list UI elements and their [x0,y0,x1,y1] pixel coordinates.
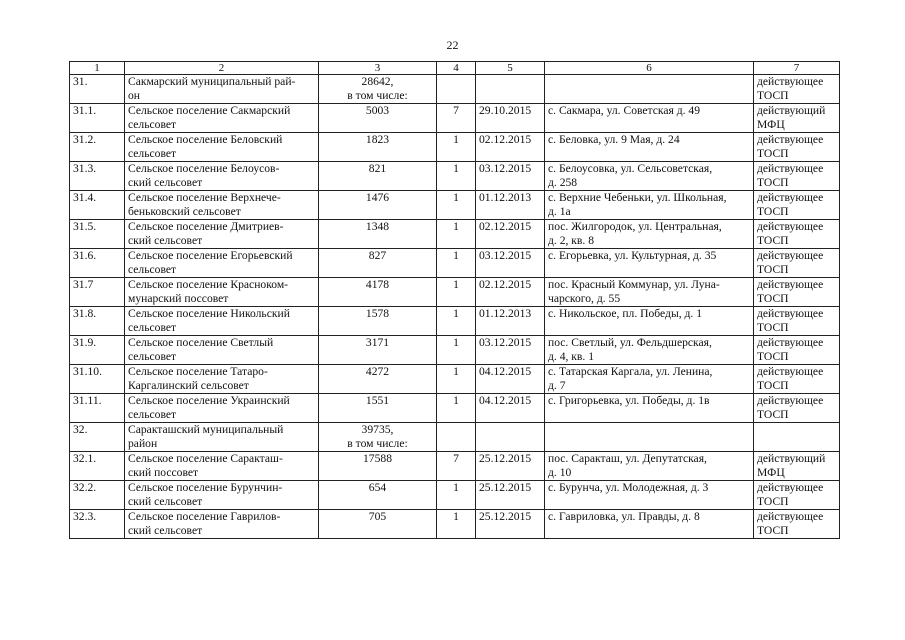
row-number-cell: 31.5. [70,220,125,249]
opening-date-cell [476,423,545,452]
status-cell: действующее ТОСП [754,278,840,307]
opening-date-cell: 02.12.2015 [476,278,545,307]
settlement-name-cell: Сельское поселение Никольский сельсовет [125,307,319,336]
settlement-name-cell: Сельское поселение Егорьевский сельсовет [125,249,319,278]
table-row [70,191,840,220]
settlement-name-cell: Сельское поселение Гаврилов- ский сельсовет [125,510,319,539]
address-cell: пос. Светлый, ул. Фельдшерская, д. 4, кв. 1 [545,336,754,365]
column-header-5: 5 [476,62,545,75]
windows-count-cell: 1 [437,220,476,249]
column-header-4: 4 [437,62,476,75]
status-cell: действующий МФЦ [754,452,840,481]
status-cell: действующее ТОСП [754,394,840,423]
row-number-cell: 32.3. [70,510,125,539]
windows-count-cell: 7 [437,452,476,481]
address-cell: с. Никольское, пл. Победы, д. 1 [545,307,754,336]
status-cell: действующее ТОСП [754,307,840,336]
status-cell: действующий МФЦ [754,104,840,133]
row-number-cell: 31.10. [70,365,125,394]
row-number-cell: 31.6. [70,249,125,278]
column-header-2: 2 [125,62,319,75]
opening-date-cell: 25.12.2015 [476,510,545,539]
address-cell: пос. Красный Коммунар, ул. Луна- чарского, д. 55 [545,278,754,307]
population-cell: 821 [319,162,437,191]
population-cell: 827 [319,249,437,278]
population-cell: 4178 [319,278,437,307]
population-cell: 39735, в том числе: [319,423,437,452]
settlement-name-cell: Сельское поселение Беловский сельсовет [125,133,319,162]
table-row [70,75,840,104]
status-cell: действующее ТОСП [754,336,840,365]
row-number-cell: 31.7 [70,278,125,307]
windows-count-cell: 1 [437,336,476,365]
table-row [70,481,840,510]
row-number-cell: 31.1. [70,104,125,133]
table-row [70,452,840,481]
windows-count-cell: 1 [437,510,476,539]
table-body [70,75,840,539]
windows-count-cell: 1 [437,394,476,423]
opening-date-cell: 04.12.2015 [476,365,545,394]
table-row [70,104,840,133]
address-cell: с. Белоусовка, ул. Сельсоветская, д. 258 [545,162,754,191]
population-cell: 654 [319,481,437,510]
opening-date-cell: 03.12.2015 [476,336,545,365]
opening-date-cell: 01.12.2013 [476,191,545,220]
opening-date-cell: 03.12.2015 [476,249,545,278]
table-row [70,249,840,278]
windows-count-cell: 1 [437,249,476,278]
address-cell: с. Верхние Чебеньки, ул. Школьная, д. 1а [545,191,754,220]
row-number-cell: 31.9. [70,336,125,365]
population-cell: 28642, в том числе: [319,75,437,104]
address-cell: с. Сакмара, ул. Советская д. 49 [545,104,754,133]
opening-date-cell: 01.12.2013 [476,307,545,336]
opening-date-cell: 02.12.2015 [476,220,545,249]
column-header-1: 1 [70,62,125,75]
windows-count-cell: 1 [437,307,476,336]
table-row [70,423,840,452]
population-cell: 1578 [319,307,437,336]
column-header-6: 6 [545,62,754,75]
table-row [70,336,840,365]
address-cell: с. Григорьевка, ул. Победы, д. 1в [545,394,754,423]
population-cell: 1348 [319,220,437,249]
address-cell: пос. Жилгородок, ул. Центральная, д. 2, кв. 8 [545,220,754,249]
status-cell [754,423,840,452]
opening-date-cell: 29.10.2015 [476,104,545,133]
table-row [70,365,840,394]
windows-count-cell: 1 [437,162,476,191]
windows-count-cell: 1 [437,133,476,162]
status-cell: действующее ТОСП [754,481,840,510]
settlement-name-cell: Сельское поселение Сакмарский сельсовет [125,104,319,133]
address-cell: с. Бурунча, ул. Молодежная, д. 3 [545,481,754,510]
row-number-cell: 31.3. [70,162,125,191]
settlement-name-cell: Сельское поселение Белоусов- ский сельсовет [125,162,319,191]
table-row [70,394,840,423]
address-cell: с. Гавриловка, ул. Правды, д. 8 [545,510,754,539]
address-cell: с. Беловка, ул. 9 Мая, д. 24 [545,133,754,162]
settlement-name-cell: Сельское поселение Светлый сельсовет [125,336,319,365]
population-cell: 5003 [319,104,437,133]
settlement-name-cell: Сельское поселение Дмитриев- ский сельсовет [125,220,319,249]
windows-count-cell: 1 [437,365,476,394]
table-row [70,278,840,307]
table-row [70,510,840,539]
population-cell: 4272 [319,365,437,394]
row-number-cell: 31. [70,75,125,104]
table-row [70,162,840,191]
row-number-cell: 31.2. [70,133,125,162]
settlement-name-cell: Сельское поселение Красноком- мунарский поссовет [125,278,319,307]
row-number-cell: 31.8. [70,307,125,336]
status-cell: действующее ТОСП [754,249,840,278]
opening-date-cell: 25.12.2015 [476,481,545,510]
table-row [70,307,840,336]
registry-table [69,61,840,539]
population-cell: 705 [319,510,437,539]
address-cell: с. Татарская Каргала, ул. Ленина, д. 7 [545,365,754,394]
row-number-cell: 31.4. [70,191,125,220]
windows-count-cell: 1 [437,278,476,307]
column-header-3: 3 [319,62,437,75]
settlement-name-cell: Саракташский муниципальный район [125,423,319,452]
population-cell: 1823 [319,133,437,162]
settlement-name-cell: Сельское поселение Украинский сельсовет [125,394,319,423]
opening-date-cell: 04.12.2015 [476,394,545,423]
status-cell: действующее ТОСП [754,133,840,162]
column-number-row [70,62,840,75]
settlement-name-cell: Сельское поселение Татаро- Каргалинский сельсовет [125,365,319,394]
address-cell: пос. Саракташ, ул. Депутатская, д. 10 [545,452,754,481]
table-header [70,62,840,75]
row-number-cell: 32.2. [70,481,125,510]
column-header-7: 7 [754,62,840,75]
settlement-name-cell: Сельское поселение Саракташ- ский поссовет [125,452,319,481]
address-cell [545,423,754,452]
status-cell: действующее ТОСП [754,162,840,191]
opening-date-cell: 25.12.2015 [476,452,545,481]
status-cell: действующее ТОСП [754,191,840,220]
opening-date-cell: 03.12.2015 [476,162,545,191]
row-number-cell: 32. [70,423,125,452]
windows-count-cell: 1 [437,191,476,220]
settlement-name-cell: Сакмарский муниципальный рай- он [125,75,319,104]
settlement-name-cell: Сельское поселение Верхнече- беньковский сельсовет [125,191,319,220]
address-cell: с. Егорьевка, ул. Культурная, д. 35 [545,249,754,278]
status-cell: действующее ТОСП [754,220,840,249]
population-cell: 3171 [319,336,437,365]
status-cell: действующее ТОСП [754,365,840,394]
page-number: 22 [446,38,459,52]
windows-count-cell: 1 [437,481,476,510]
table-row [70,133,840,162]
status-cell: действующее ТОСП [754,510,840,539]
table-row [70,220,840,249]
population-cell: 1551 [319,394,437,423]
row-number-cell: 32.1. [70,452,125,481]
windows-count-cell [437,75,476,104]
status-cell: действующее ТОСП [754,75,840,104]
address-cell [545,75,754,104]
windows-count-cell: 7 [437,104,476,133]
population-cell: 17588 [319,452,437,481]
opening-date-cell: 02.12.2015 [476,133,545,162]
row-number-cell: 31.11. [70,394,125,423]
windows-count-cell [437,423,476,452]
settlement-name-cell: Сельское поселение Бурунчин- ский сельсовет [125,481,319,510]
opening-date-cell [476,75,545,104]
population-cell: 1476 [319,191,437,220]
